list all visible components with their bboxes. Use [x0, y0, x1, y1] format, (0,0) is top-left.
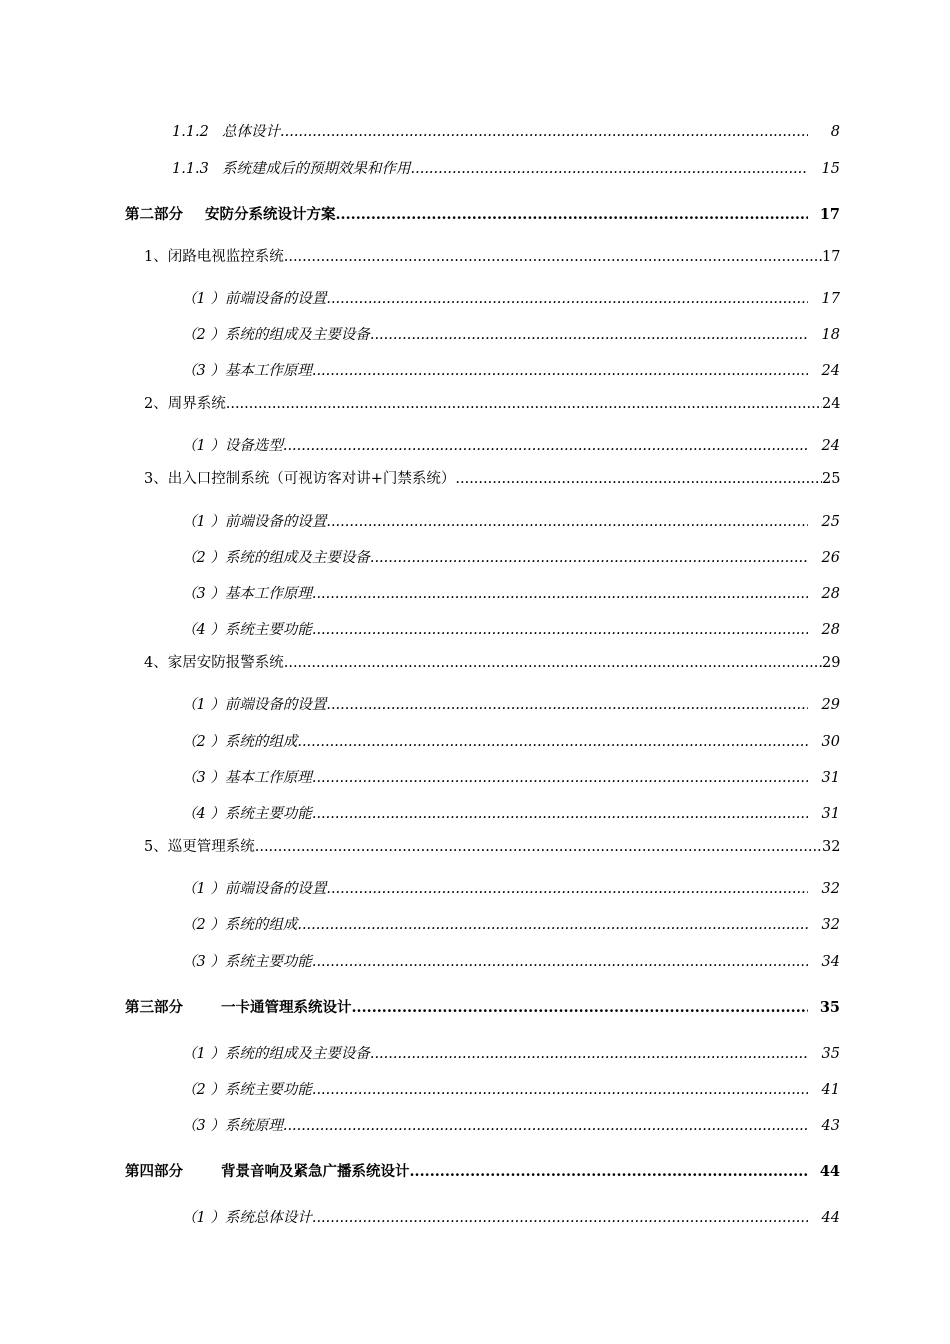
toc-page-number: 17 [822, 249, 841, 265]
toc-part-entry[interactable] [125, 1160, 840, 1181]
toc-title: 系统主要功能 [224, 954, 312, 970]
toc-leader [226, 396, 822, 412]
toc-page-number: 24 [821, 438, 840, 454]
toc-leader [352, 999, 809, 1016]
toc-leader [370, 327, 808, 343]
toc-leader [312, 586, 808, 602]
toc-leader [280, 124, 808, 140]
toc-page-number: 43 [821, 1118, 840, 1134]
toc-entry[interactable] [144, 467, 840, 488]
toc-number: （2 ） [182, 1082, 225, 1098]
toc-number: （2 ） [182, 550, 225, 566]
toc-leader [326, 881, 808, 897]
toc-part-label: 第四部分 [125, 1163, 183, 1180]
toc-leader [410, 1163, 809, 1180]
toc-title: 系统建成后的预期效果和作用 [222, 161, 411, 177]
toc-title: 安防分系统设计方案 [205, 206, 336, 223]
toc-number: （3 ） [182, 770, 225, 786]
toc-number: （1 ） [182, 514, 225, 530]
toc-number: （1 ） [182, 291, 225, 307]
toc-title: 基本工作原理 [224, 363, 312, 379]
toc-entry[interactable] [182, 1114, 840, 1135]
toc-page-number: 25 [821, 514, 840, 530]
toc-entry[interactable] [182, 1078, 840, 1099]
toc-entry[interactable] [182, 618, 840, 639]
toc-number: （1 ） [182, 1046, 225, 1062]
toc-page-number: 17 [819, 206, 840, 223]
toc-page-number: 32 [822, 839, 841, 855]
toc-page-number: 44 [821, 1210, 840, 1226]
toc-entry[interactable] [182, 510, 840, 531]
toc-page-number: 24 [821, 363, 840, 379]
toc-entry[interactable] [182, 287, 840, 308]
toc-entry[interactable] [182, 434, 840, 455]
toc-entry[interactable] [172, 120, 840, 141]
toc-entry[interactable] [182, 1206, 840, 1227]
toc-number: （2 ） [182, 327, 225, 343]
toc-entry[interactable] [182, 359, 840, 380]
toc-entry[interactable] [182, 950, 840, 971]
toc-number: （4 ） [182, 806, 225, 822]
toc-page-number: 29 [821, 697, 840, 713]
toc-number: （1 ） [182, 697, 225, 713]
toc-number: （1 ） [182, 1210, 225, 1226]
toc-leader [297, 917, 808, 933]
toc-entry[interactable] [182, 730, 840, 751]
toc-entry[interactable] [182, 913, 840, 934]
toc-page-number: 15 [821, 161, 840, 177]
toc-page-number: 25 [822, 471, 841, 487]
toc-title: 总体设计 [222, 124, 280, 140]
toc-leader [326, 291, 808, 307]
toc-page-number: 18 [821, 327, 840, 343]
toc-number: （4 ） [182, 622, 225, 638]
toc-number: （1 ） [182, 881, 225, 897]
toc-page-number: 17 [821, 291, 840, 307]
toc-number: （1 ） [182, 438, 225, 454]
toc-title: 背景音响及紧急广播系统设计 [221, 1163, 410, 1180]
toc-number: （2 ） [182, 734, 225, 750]
toc-leader [255, 839, 822, 855]
toc-entry[interactable] [144, 651, 840, 672]
toc-title: 系统主要功能 [224, 806, 312, 822]
toc-leader [312, 806, 808, 822]
toc-page-number: 26 [821, 550, 840, 566]
toc-leader [370, 550, 808, 566]
toc-leader [297, 734, 808, 750]
toc-entry[interactable] [182, 693, 840, 714]
toc-number: （3 ） [182, 954, 225, 970]
toc-leader [312, 954, 808, 970]
toc-leader [312, 1210, 808, 1226]
toc-leader [312, 363, 808, 379]
toc-page-number: 32 [821, 917, 840, 933]
toc-leader [283, 1118, 808, 1134]
toc-part-entry[interactable] [125, 203, 840, 224]
toc-leader [284, 655, 822, 671]
toc-page-number: 35 [819, 999, 840, 1016]
toc-title: 系统总体设计 [224, 1210, 312, 1226]
toc-number: （2 ） [182, 917, 225, 933]
toc-page-number: 28 [821, 586, 840, 602]
toc-title: 基本工作原理 [224, 770, 312, 786]
toc-leader [326, 514, 808, 530]
toc-page-number: 24 [822, 396, 841, 412]
toc-title: 4、家居安防报警系统 [144, 655, 284, 671]
toc-leader [455, 471, 822, 487]
toc-leader [411, 161, 809, 177]
toc-leader [370, 1046, 808, 1062]
toc-page-number: 32 [821, 881, 840, 897]
toc-leader [336, 206, 809, 223]
toc-title: 设备选型 [224, 438, 283, 454]
toc-leader [283, 438, 808, 454]
toc-title: 前端设备的设置 [224, 291, 327, 307]
toc-entry[interactable] [182, 582, 840, 603]
toc-entry[interactable] [172, 157, 840, 178]
toc-number: （3 ） [182, 586, 225, 602]
toc-entry[interactable] [144, 245, 840, 266]
toc-title: 2、周界系统 [144, 396, 226, 412]
toc-page-number: 34 [821, 954, 840, 970]
toc-page-number: 28 [821, 622, 840, 638]
toc-title: 系统的组成及主要设备 [224, 327, 370, 343]
toc-entry[interactable] [182, 546, 840, 567]
toc-page-number: 31 [821, 806, 840, 822]
toc-number: （3 ） [182, 363, 225, 379]
toc-title: 系统原理 [224, 1118, 283, 1134]
toc-page-number: 31 [821, 770, 840, 786]
toc-leader [326, 697, 808, 713]
toc-page-number: 30 [821, 734, 840, 750]
toc-page-number: 8 [830, 124, 840, 140]
toc-title: 系统的组成 [224, 917, 298, 933]
toc-title: 系统的组成 [224, 734, 298, 750]
toc-title: 前端设备的设置 [224, 881, 327, 897]
toc-title: 前端设备的设置 [224, 514, 327, 530]
toc-title: 前端设备的设置 [224, 697, 327, 713]
toc-entry[interactable] [144, 835, 840, 856]
toc-number: （3 ） [182, 1118, 225, 1134]
toc-entry[interactable] [182, 766, 840, 787]
toc-title: 基本工作原理 [224, 586, 312, 602]
toc-leader [312, 1082, 808, 1098]
toc-title: 3、出入口控制系统（可视访客对讲+门禁系统） [144, 471, 456, 487]
toc-leader [312, 770, 808, 786]
toc-part-label: 第三部分 [125, 999, 183, 1016]
toc-title: 5、巡更管理系统 [144, 839, 255, 855]
toc-page-number: 44 [819, 1163, 840, 1180]
toc-leader [312, 622, 808, 638]
toc-part-entry[interactable] [125, 996, 840, 1017]
toc-entry[interactable] [144, 392, 840, 413]
toc-page-number: 41 [821, 1082, 840, 1098]
toc-title: 系统的组成及主要设备 [224, 1046, 370, 1062]
toc-entry[interactable] [182, 323, 840, 344]
toc-number: 1.1.3 [172, 161, 209, 177]
toc-leader [284, 249, 822, 265]
toc-title: 1、闭路电视监控系统 [144, 249, 284, 265]
toc-entry[interactable] [182, 802, 840, 823]
toc-title: 系统主要功能 [224, 1082, 312, 1098]
toc-title: 系统主要功能 [224, 622, 312, 638]
toc-page-number: 35 [821, 1046, 840, 1062]
toc-number: 1.1.2 [172, 124, 209, 140]
toc-part-label: 第二部分 [125, 206, 183, 223]
toc-entry[interactable] [182, 1042, 840, 1063]
toc-entry[interactable] [182, 877, 840, 898]
toc-title: 系统的组成及主要设备 [224, 550, 370, 566]
toc-page-number: 29 [822, 655, 841, 671]
toc-title: 一卡通管理系统设计 [221, 999, 352, 1016]
